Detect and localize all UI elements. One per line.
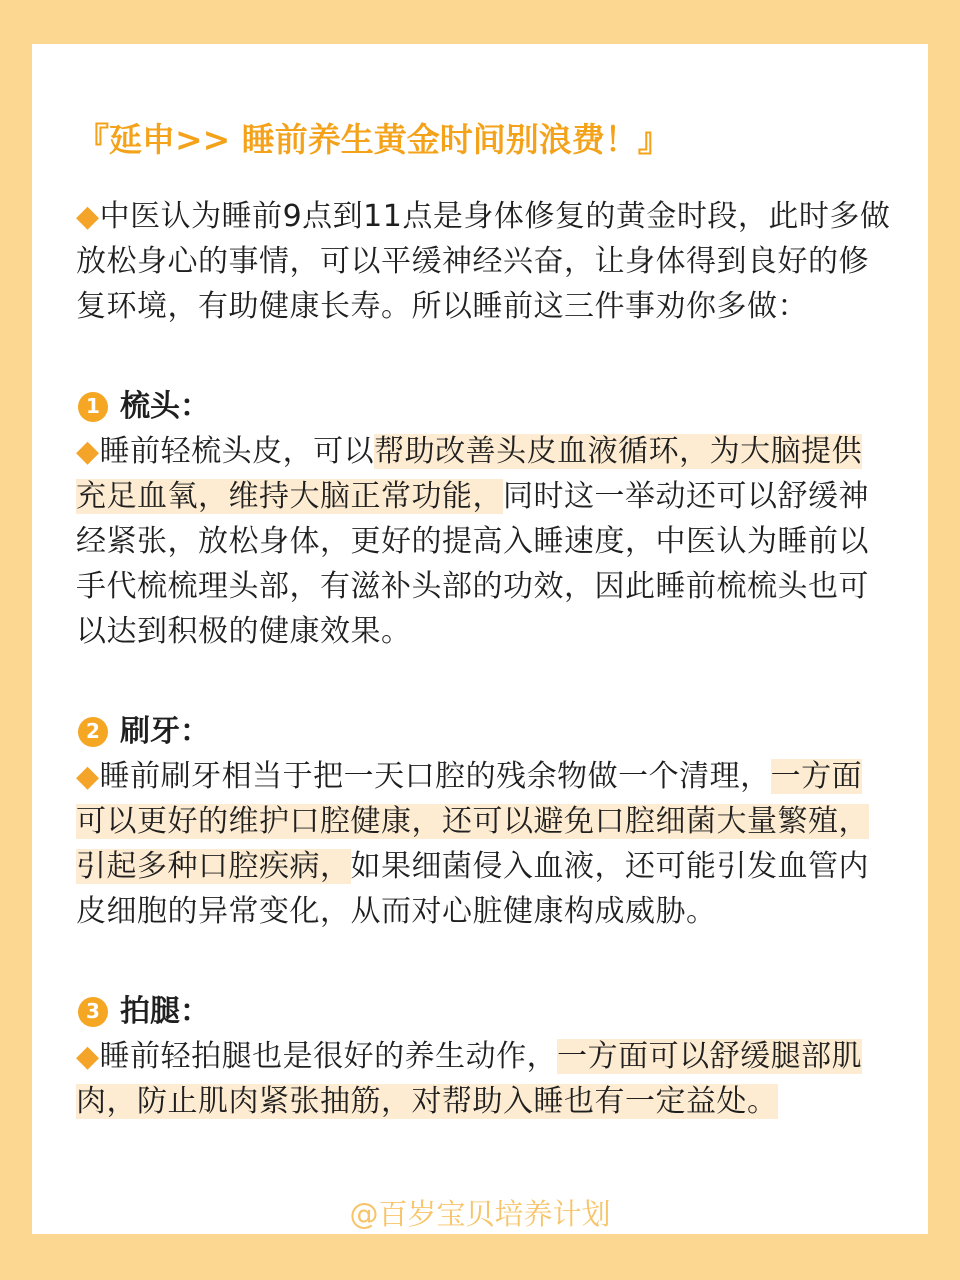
section-heading	[76, 709, 892, 754]
section-text-after: 如果细菌侵入血液，还可能引发血管内皮细胞的异常变化，从而对心脏健康构成威胁。	[76, 849, 869, 929]
section-brush-teeth	[76, 709, 892, 934]
diamond-bullet-icon: ◆	[76, 1039, 100, 1074]
section-heading	[76, 989, 892, 1034]
section-heading-label: 拍腿：	[120, 994, 210, 1029]
section-paragraph	[76, 429, 892, 654]
section-pat-legs	[76, 989, 892, 1124]
author-watermark: @百岁宝贝培养计划	[349, 1197, 611, 1231]
section-comb-hair	[76, 384, 892, 654]
section-text-before: 睡前轻拍腿也是很好的养生动作，	[99, 1039, 558, 1074]
section-highlight: 一方面可以舒缓腿部肌肉，防止肌肉紧张抽筋，对帮助入睡也有一定益处。	[76, 1039, 863, 1119]
intro-paragraph	[76, 194, 892, 329]
section-highlight: 帮助改善头皮血液循环，为大脑提供充足血氧，维持大脑正常功能，	[76, 434, 863, 514]
section-text-before: 睡前轻梳头皮，可以	[99, 434, 375, 469]
diamond-bullet-icon: ◆	[76, 759, 100, 794]
section-paragraph	[76, 754, 892, 934]
section-heading-label: 梳头：	[120, 389, 210, 424]
section-text-after: 同时这一举动还可以舒缓神经紧张，放松身体，更好的提高入睡速度，中医认为睡前以手代梳梳理头部，有滋补头部的功效，因此睡前梳梳头也可以达到积极的健康效果。	[76, 479, 869, 649]
diamond-bullet-icon: ◆	[76, 199, 100, 234]
section-heading	[76, 384, 892, 429]
section-text-before: 睡前刷牙相当于把一天口腔的残余物做一个清理，	[99, 759, 771, 794]
section-paragraph	[76, 1034, 892, 1124]
number-badge-icon: 3	[78, 997, 108, 1027]
article-body	[76, 116, 892, 1124]
intro-text: 中医认为睡前9点到11点是身体修复的黄金时段，此时多做放松身心的事情，可以平缓神经兴奋，让身体得到良好的修复环境，有助健康长寿。所以睡前这三件事劝你多做：	[76, 199, 891, 324]
number-badge-icon: 2	[78, 717, 108, 747]
number-badge-icon: 1	[78, 392, 108, 422]
article-title: 『延申>> 睡前养生黄金时间别浪费！』	[76, 120, 671, 159]
diamond-bullet-icon: ◆	[76, 434, 100, 469]
section-highlight: 一方面可以更好的维护口腔健康，还可以避免口腔细菌大量繁殖，引起多种口腔疾病，	[76, 759, 869, 884]
section-heading-label: 刷牙：	[120, 714, 210, 749]
